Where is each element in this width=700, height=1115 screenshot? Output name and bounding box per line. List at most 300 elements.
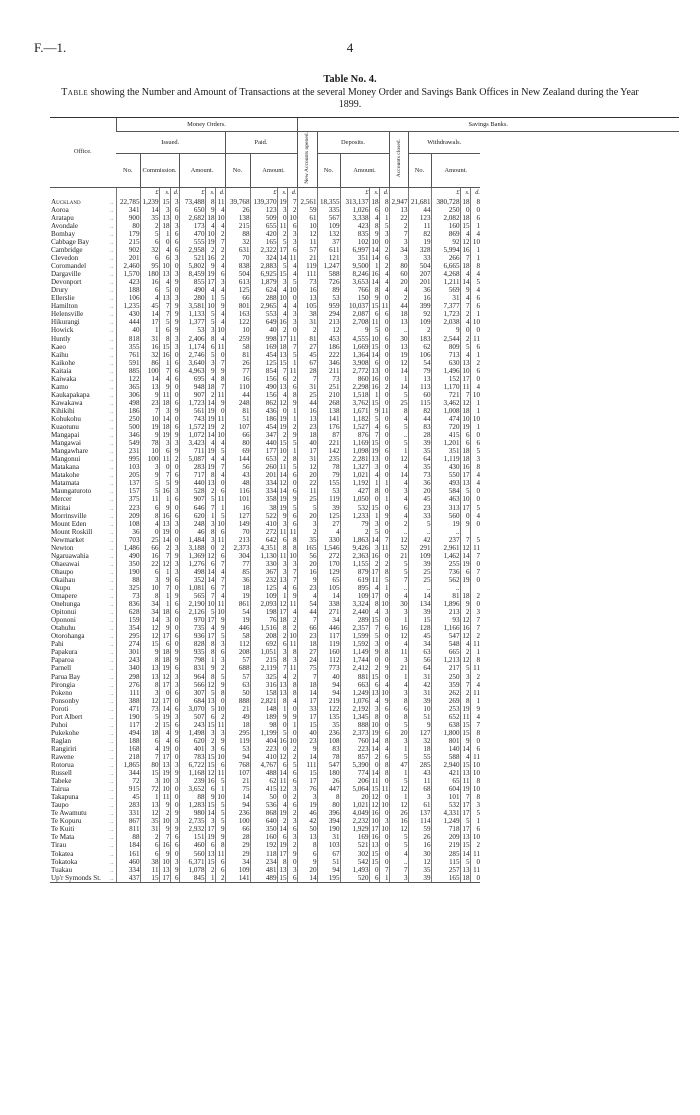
table-cell: 4 bbox=[389, 681, 408, 689]
table-cell: 628 bbox=[116, 608, 140, 616]
table-cell: 10 bbox=[470, 238, 480, 246]
table-cell: 9 bbox=[287, 592, 297, 600]
table-cell: 11 bbox=[389, 648, 408, 656]
table-cell: 1 bbox=[215, 504, 225, 512]
table-cell: 68 bbox=[408, 785, 431, 793]
table-caption bbox=[50, 87, 650, 111]
office-label: Ngaruawahia bbox=[51, 551, 89, 560]
table-cell: 9 bbox=[140, 431, 159, 439]
office-name bbox=[50, 866, 116, 874]
table-cell: 4 bbox=[460, 640, 470, 648]
table-cell: 134 bbox=[408, 600, 431, 608]
table-row bbox=[50, 664, 679, 672]
table-cell: 454 bbox=[250, 423, 277, 431]
table-cell: 190 bbox=[116, 568, 140, 576]
table-cell: 26 bbox=[225, 206, 250, 214]
table-cell: 0 bbox=[379, 721, 389, 729]
col-deposits-amount: Amount. bbox=[340, 154, 389, 187]
table-cell: 295 bbox=[225, 729, 250, 737]
table-cell: 7 bbox=[277, 367, 287, 375]
table-cell: 117 bbox=[317, 632, 340, 640]
table-cell: 1,369 bbox=[179, 552, 205, 560]
table-cell: 1 bbox=[470, 697, 480, 705]
table-cell: 161 bbox=[116, 850, 140, 858]
office-name bbox=[50, 528, 116, 536]
table-cell: 9 bbox=[460, 737, 470, 745]
table-cell: 23 bbox=[140, 399, 159, 407]
table-cell: 17 bbox=[277, 335, 287, 343]
table-cell: 471 bbox=[116, 705, 140, 713]
table-cell: 6,925 bbox=[250, 270, 277, 278]
table-cell: 295 bbox=[116, 632, 140, 640]
table-cell: 7 bbox=[159, 367, 170, 375]
table-cell: 94 bbox=[225, 801, 250, 809]
table-cell: 1,249 bbox=[431, 817, 460, 825]
table-cell: 0 bbox=[277, 407, 287, 415]
table-cell: 619 bbox=[340, 576, 369, 584]
table-cell: 9 bbox=[170, 302, 179, 310]
table-cell: 421 bbox=[431, 769, 460, 777]
table-cell: 4 bbox=[277, 801, 287, 809]
table-cell: 2 bbox=[287, 753, 297, 761]
table-cell: 113 bbox=[408, 383, 431, 391]
table-cell: 879 bbox=[340, 568, 369, 576]
table-cell: 3 bbox=[287, 866, 297, 874]
table-cell: 217 bbox=[431, 664, 460, 672]
table-cell: 460 bbox=[179, 841, 205, 849]
table-cell: 2,940 bbox=[431, 761, 460, 769]
table-cell: 2 bbox=[470, 592, 480, 600]
table-cell: 14 bbox=[277, 471, 287, 479]
table-row bbox=[50, 335, 679, 343]
table-cell: 163 bbox=[225, 310, 250, 318]
office-label: Matamata bbox=[51, 479, 80, 488]
office-label: Ponsonby bbox=[51, 696, 79, 705]
table-cell: 10 bbox=[470, 769, 480, 777]
table-cell: 5 bbox=[215, 777, 225, 785]
table-cell: 569 bbox=[431, 286, 460, 294]
table-cell: 423 bbox=[340, 222, 369, 230]
table-cell: 9 bbox=[287, 850, 297, 858]
office-label: Bombay bbox=[51, 229, 76, 238]
table-cell: 7 bbox=[297, 375, 317, 383]
table-cell: 1 bbox=[379, 874, 389, 883]
office-label: Ohaeawai bbox=[51, 559, 80, 568]
table-cell: 169 bbox=[340, 833, 369, 841]
table-cell: 3 bbox=[389, 874, 408, 883]
table-cell: 328 bbox=[408, 246, 431, 254]
table-cell: 14 bbox=[460, 745, 470, 753]
table-cell: 3 bbox=[205, 745, 215, 753]
table-cell: 151 bbox=[179, 833, 205, 841]
table-cell: 6 bbox=[379, 753, 389, 761]
table-cell: 38 bbox=[250, 504, 277, 512]
table-cell: 3 bbox=[140, 463, 159, 471]
table-cell: 4 bbox=[215, 286, 225, 294]
table-cell: 170 bbox=[317, 560, 340, 568]
table-cell: 7 bbox=[287, 576, 297, 584]
table-cell: 649 bbox=[250, 318, 277, 326]
table-row bbox=[50, 310, 679, 318]
table-cell: 0 bbox=[379, 858, 389, 866]
table-cell: 35 bbox=[408, 447, 431, 455]
table-cell: 11 bbox=[470, 664, 480, 672]
office-label: Mount Eden bbox=[51, 519, 87, 528]
table-cell: 10 bbox=[140, 447, 159, 455]
table-cell: 109 bbox=[408, 552, 431, 560]
table-cell: 325 bbox=[116, 584, 140, 592]
table-cell: 507 bbox=[179, 713, 205, 721]
office-label: Tairua bbox=[51, 785, 70, 794]
table-cell: 0 bbox=[369, 656, 379, 664]
table-cell: 935 bbox=[179, 648, 205, 656]
table-cell: 19 bbox=[159, 713, 170, 721]
table-cell: 17 bbox=[297, 447, 317, 455]
table-cell: 25 bbox=[297, 391, 317, 399]
table-row bbox=[50, 777, 679, 785]
table-cell: 9 bbox=[170, 656, 179, 664]
table-cell: 440 bbox=[179, 479, 205, 487]
table-cell: 6 bbox=[215, 858, 225, 866]
table-cell: 542 bbox=[340, 858, 369, 866]
table-cell: 2,373 bbox=[225, 544, 250, 552]
office-name bbox=[50, 793, 116, 801]
table-cell: 3 bbox=[170, 343, 179, 351]
table-cell: 0 bbox=[170, 616, 179, 624]
table-cell: 0 bbox=[379, 206, 389, 214]
table-cell: 73,488 bbox=[179, 198, 205, 206]
table-cell: 7 bbox=[215, 359, 225, 367]
table-cell: 56 bbox=[225, 463, 250, 471]
table-cell: 0 bbox=[170, 697, 179, 705]
table-cell: 6 bbox=[470, 294, 480, 302]
office-name bbox=[50, 351, 116, 359]
table-cell: 101 bbox=[225, 495, 250, 503]
table-cell: 26 bbox=[317, 777, 340, 785]
table-cell: 8 bbox=[215, 375, 225, 383]
table-cell: 28 bbox=[408, 431, 431, 439]
table-cell: 9 bbox=[369, 407, 379, 415]
table-cell: 14 bbox=[369, 278, 379, 286]
leader-dots: .. bbox=[109, 648, 114, 657]
group-deposits: Deposits. bbox=[317, 132, 389, 154]
table-cell: 20 bbox=[389, 278, 408, 286]
table-cell: 5 bbox=[460, 487, 470, 495]
table-cell: 711 bbox=[179, 447, 205, 455]
table-cell: 78 bbox=[317, 753, 340, 761]
table-cell: 62 bbox=[250, 777, 277, 785]
table-cell: 3 bbox=[170, 761, 179, 769]
table-cell: 38 bbox=[140, 858, 159, 866]
table-cell: 566 bbox=[179, 681, 205, 689]
table-cell: 186 bbox=[250, 415, 277, 423]
office-name bbox=[50, 673, 116, 681]
table-cell: 9 bbox=[140, 391, 159, 399]
leader-dots: .. bbox=[109, 592, 114, 601]
table-cell: 42 bbox=[408, 681, 431, 689]
table-row bbox=[50, 624, 679, 632]
table-cell: 6 bbox=[470, 343, 480, 351]
table-cell: 2 bbox=[277, 817, 287, 825]
table-cell: 7 bbox=[287, 198, 297, 206]
table-cell: 223 bbox=[250, 745, 277, 753]
table-cell: 18 bbox=[159, 399, 170, 407]
table-cell: 6 bbox=[287, 769, 297, 777]
table-row bbox=[50, 302, 679, 310]
table-cell: 8 bbox=[287, 681, 297, 689]
table-cell: 235 bbox=[317, 455, 340, 463]
table-cell: 5 bbox=[277, 238, 287, 246]
table-cell: 3 bbox=[277, 560, 287, 568]
table-cell: 14 bbox=[159, 536, 170, 544]
table-cell: 3 bbox=[287, 238, 297, 246]
table-row bbox=[50, 673, 679, 681]
table-cell: 3 bbox=[170, 858, 179, 866]
table-cell: 248 bbox=[179, 520, 205, 528]
table-cell: 42 bbox=[408, 536, 431, 544]
table-cell: 7 bbox=[460, 681, 470, 689]
table-cell: 0 bbox=[460, 206, 470, 214]
office-label: Matakohe bbox=[51, 471, 80, 480]
table-cell: 11 bbox=[287, 254, 297, 262]
table-cell: 5 bbox=[140, 713, 159, 721]
table-cell: 33 bbox=[408, 512, 431, 520]
table-cell: 5 bbox=[389, 423, 408, 431]
table-cell: 26 bbox=[389, 809, 408, 817]
leader-dots: .. bbox=[109, 680, 114, 689]
table-cell: 1,498 bbox=[179, 729, 205, 737]
table-cell: 801 bbox=[225, 302, 250, 310]
table-cell: 4 bbox=[205, 439, 215, 447]
table-cell: 10 bbox=[277, 447, 287, 455]
table-cell: 16 bbox=[460, 246, 470, 254]
table-cell: 165 bbox=[431, 874, 460, 883]
table-cell: 3 bbox=[470, 608, 480, 616]
table-cell: 334 bbox=[250, 487, 277, 495]
table-cell: 11 bbox=[460, 383, 470, 391]
table-cell: 9 bbox=[205, 367, 215, 375]
table-cell: 3,908 bbox=[340, 359, 369, 367]
table-row bbox=[50, 705, 679, 713]
table-cell: 11 bbox=[470, 850, 480, 858]
table-cell: 9 bbox=[287, 713, 297, 721]
table-cell: 16 bbox=[205, 777, 215, 785]
table-cell: 15 bbox=[369, 850, 379, 858]
table-cell: 3 bbox=[369, 463, 379, 471]
table-cell: 0 bbox=[379, 294, 389, 302]
table-cell: 3 bbox=[287, 656, 297, 664]
table-cell: 6 bbox=[170, 705, 179, 713]
table-cell: 13 bbox=[460, 769, 470, 777]
office-label: Kamo bbox=[51, 382, 69, 391]
table-cell: 857 bbox=[340, 753, 369, 761]
table-cell: 9 bbox=[170, 552, 179, 560]
table-cell: 17 bbox=[369, 592, 379, 600]
table-cell: 1,201 bbox=[431, 439, 460, 447]
table-cell: 0 bbox=[287, 294, 297, 302]
table-cell: 1,155 bbox=[340, 560, 369, 568]
leader-dots: .. bbox=[109, 447, 114, 456]
table-cell: 8 bbox=[389, 713, 408, 721]
office-name bbox=[50, 833, 116, 841]
table-cell: 13 bbox=[297, 833, 317, 841]
table-cell: 12 bbox=[389, 536, 408, 544]
table-cell: 2,682 bbox=[179, 214, 205, 222]
office-name bbox=[50, 326, 116, 334]
table-cell: 76 bbox=[250, 616, 277, 624]
table-cell: 16 bbox=[297, 568, 317, 576]
table-cell: 40 bbox=[317, 673, 340, 681]
table-cell: 367 bbox=[250, 568, 277, 576]
office-label: Newton bbox=[51, 543, 74, 552]
table-cell: 9 bbox=[205, 793, 215, 801]
table-cell: 248 bbox=[225, 399, 250, 407]
table-cell: 980 bbox=[179, 809, 205, 817]
table-cell: 631 bbox=[225, 246, 250, 254]
table-cell: 7 bbox=[460, 302, 470, 310]
table-cell: 19 bbox=[205, 407, 215, 415]
table-cell: 85 bbox=[225, 568, 250, 576]
table-cell: 0 bbox=[379, 415, 389, 423]
table-cell: 11 bbox=[470, 544, 480, 552]
table-cell: 44 bbox=[225, 391, 250, 399]
table-cell: 1,050 bbox=[340, 495, 369, 503]
table-cell: 20 bbox=[297, 866, 317, 874]
table-cell: 219 bbox=[317, 697, 340, 705]
table-cell: 907 bbox=[179, 495, 205, 503]
table-cell: 8 bbox=[140, 512, 159, 520]
office-name bbox=[50, 825, 116, 833]
table-cell: 10 bbox=[205, 230, 215, 238]
table-cell: 3 bbox=[170, 568, 179, 576]
table-cell: 3 bbox=[287, 833, 297, 841]
table-cell: 16 bbox=[159, 841, 170, 849]
table-row bbox=[50, 294, 679, 302]
leader-dots: .. bbox=[109, 769, 114, 778]
table-cell: 0 bbox=[170, 214, 179, 222]
table-cell: 420 bbox=[250, 230, 277, 238]
table-cell: 16 bbox=[140, 278, 159, 286]
table-cell: 6 bbox=[205, 560, 215, 568]
table-cell: 4 bbox=[369, 471, 379, 479]
table-cell: 2 bbox=[470, 841, 480, 849]
table-cell: 1 bbox=[369, 512, 379, 520]
table-cell: 1,169 bbox=[340, 439, 369, 447]
table-cell: 14 bbox=[159, 415, 170, 423]
table-cell: 8 bbox=[215, 841, 225, 849]
table-cell: 88 bbox=[116, 576, 140, 584]
table-cell: 15 bbox=[205, 801, 215, 809]
office-name bbox=[50, 222, 116, 230]
table-cell: 6 bbox=[379, 423, 389, 431]
table-cell: 19 bbox=[277, 841, 287, 849]
table-row bbox=[50, 423, 679, 431]
office-label: Howick bbox=[51, 326, 74, 335]
table-cell: 73 bbox=[116, 592, 140, 600]
table-cell: 0 bbox=[470, 431, 480, 439]
table-row bbox=[50, 391, 679, 399]
table-cell: 16 bbox=[297, 407, 317, 415]
table-cell: 15 bbox=[369, 439, 379, 447]
table-cell: 15 bbox=[277, 874, 287, 883]
table-cell: 3 bbox=[170, 198, 179, 206]
table-cell: 251 bbox=[317, 383, 340, 391]
table-row bbox=[50, 761, 679, 769]
table-cell: 4 bbox=[205, 375, 215, 383]
table-cell: 8 bbox=[287, 689, 297, 697]
table-cell: 18 bbox=[159, 222, 170, 230]
table-cell: 306 bbox=[116, 391, 140, 399]
table-cell: 8 bbox=[470, 198, 480, 206]
table-cell: 250 bbox=[431, 673, 460, 681]
table-cell: 4 bbox=[389, 479, 408, 487]
table-cell: 2 bbox=[159, 809, 170, 817]
office-label: Parnell bbox=[51, 664, 72, 673]
table-cell: 138 bbox=[225, 214, 250, 222]
table-cell: 190 bbox=[116, 713, 140, 721]
table-cell: 547 bbox=[317, 761, 340, 769]
table-row bbox=[50, 544, 679, 552]
table-cell: 15 bbox=[369, 504, 379, 512]
table-cell: 640 bbox=[250, 817, 277, 825]
table-cell: 222 bbox=[317, 351, 340, 359]
table-cell: 331 bbox=[116, 809, 140, 817]
table-cell: 122 bbox=[317, 705, 340, 713]
table-cell: 338 bbox=[317, 600, 340, 608]
table-cell: 13 bbox=[277, 689, 287, 697]
table-cell: 3 bbox=[205, 536, 215, 544]
col-new-accounts: New Accounts opened. bbox=[297, 132, 317, 188]
leader-dots: .. bbox=[109, 310, 114, 319]
table-cell: 2 bbox=[287, 423, 297, 431]
table-cell: 10 bbox=[460, 415, 470, 423]
leader-dots: .. bbox=[109, 406, 114, 415]
table-cell: 1 bbox=[369, 262, 379, 270]
table-cell: 16 bbox=[159, 487, 170, 495]
table-cell: 77 bbox=[225, 560, 250, 568]
table-cell: 2 bbox=[389, 222, 408, 230]
table-cell: .. bbox=[431, 584, 460, 592]
table-cell: 40 bbox=[297, 729, 317, 737]
table-cell: 1,723 bbox=[431, 310, 460, 318]
table-cell: 283 bbox=[179, 463, 205, 471]
table-cell: 2 bbox=[297, 528, 317, 536]
table-row bbox=[50, 833, 679, 841]
table-cell: 6 bbox=[215, 866, 225, 874]
table-cell: 18 bbox=[460, 262, 470, 270]
table-cell: 9 bbox=[205, 664, 215, 672]
table-cell: 289 bbox=[340, 616, 369, 624]
table-cell: 223 bbox=[340, 745, 369, 753]
table-cell: 6 bbox=[170, 737, 179, 745]
table-cell: 0 bbox=[170, 504, 179, 512]
table-cell: 11 bbox=[470, 753, 480, 761]
table-cell: 9 bbox=[369, 230, 379, 238]
table-cell: 11 bbox=[470, 640, 480, 648]
table-cell: 736 bbox=[431, 568, 460, 576]
table-cell: 7 bbox=[369, 624, 379, 632]
table-cell: 6 bbox=[369, 681, 379, 689]
office-label: Paparoa bbox=[51, 656, 74, 665]
table-cell: 2 bbox=[205, 391, 215, 399]
table-cell: 21 bbox=[389, 552, 408, 560]
table-cell: 5 bbox=[287, 439, 297, 447]
table-cell: 10 bbox=[205, 302, 215, 310]
table-cell: 1,076 bbox=[340, 697, 369, 705]
office-name bbox=[50, 302, 116, 310]
table-cell: 9 bbox=[369, 294, 379, 302]
table-row bbox=[50, 367, 679, 375]
